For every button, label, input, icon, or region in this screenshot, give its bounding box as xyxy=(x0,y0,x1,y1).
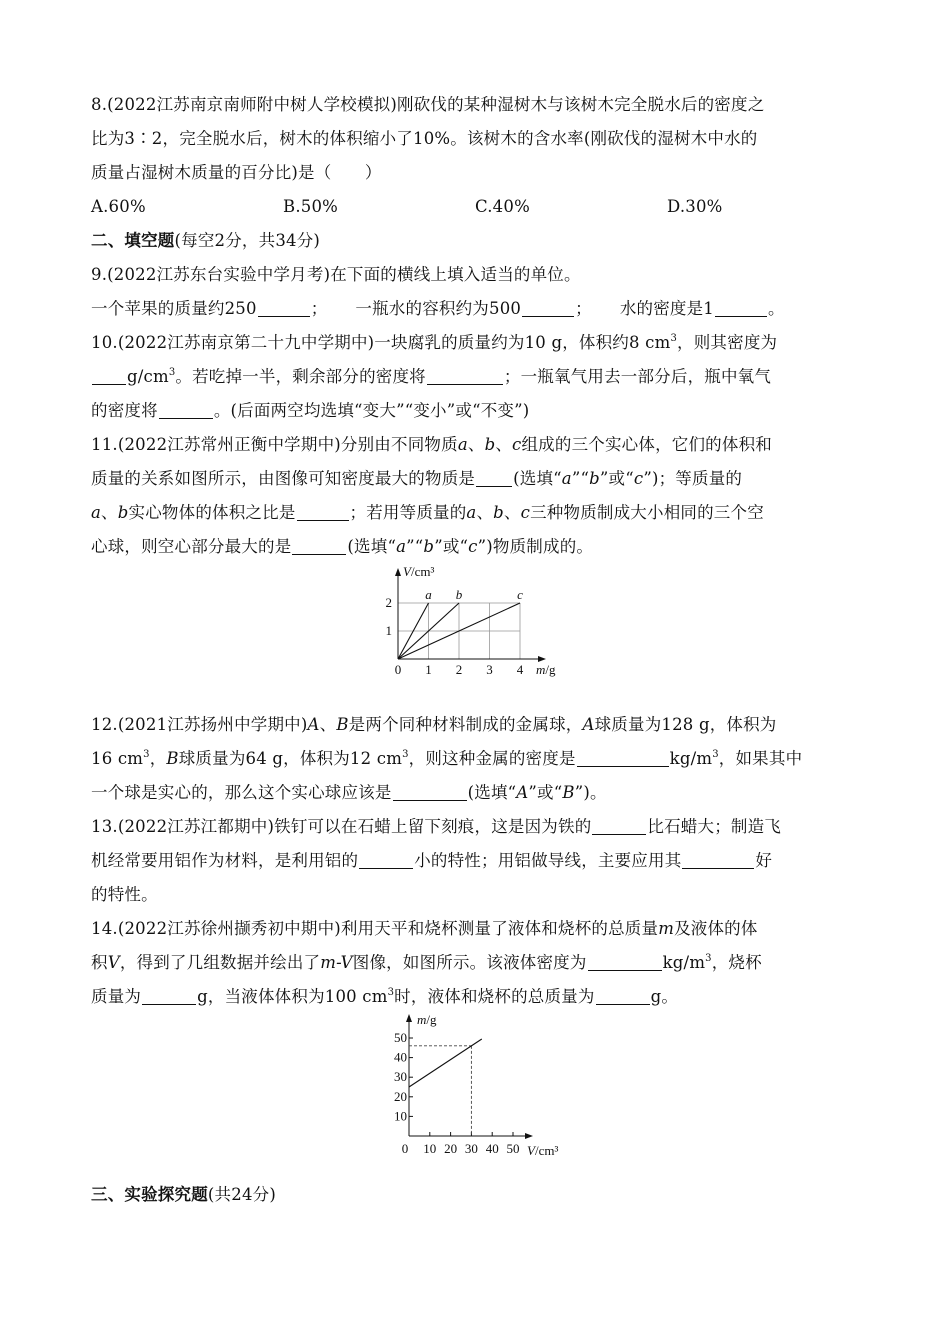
q12-line-1 xyxy=(91,708,863,742)
q9-water: 水的密度是1 xyxy=(619,299,715,318)
q9-end: 。 xyxy=(768,299,785,318)
q12-sup-1: 3 xyxy=(143,749,150,760)
chart-2-y-tick: 40 xyxy=(394,1049,407,1065)
q11-text-2c: ”或“ xyxy=(599,469,634,488)
q8-option-d: D.30% xyxy=(667,197,723,216)
chart-1-y-arrow xyxy=(395,568,401,576)
q11-dun: 、 xyxy=(503,503,521,522)
q9-line-2 xyxy=(91,292,863,326)
q12-sup-3: 3 xyxy=(712,749,719,760)
q11-line-4 xyxy=(91,530,863,564)
q14-text-3c: 时，液体和烧杯的总质量为 xyxy=(394,987,595,1006)
q11-text-2a: 质量的关系如图所示，由图像可知密度最大的物质是 xyxy=(91,469,476,488)
q11-blank-2[interactable] xyxy=(297,502,349,521)
q11-var-b: b xyxy=(589,469,600,488)
q14-text-3d: g。 xyxy=(650,987,679,1006)
figure-1-container xyxy=(91,564,863,708)
q11-dun: 、 xyxy=(495,435,513,454)
q8-option-c: C.40% xyxy=(475,197,530,216)
q11-text-3b: ；若用等质量的 xyxy=(349,503,467,522)
q11-dun: 、 xyxy=(476,503,494,522)
section-2-title: 二、填空题 xyxy=(91,231,175,250)
chart-2-x-tick: 50 xyxy=(506,1141,520,1156)
q13-text-1b: 比石蜡大；制造飞 xyxy=(647,817,782,836)
q13-text-2c: 好 xyxy=(755,851,773,870)
q11-text-3c: 三种物质制成大小相同的三个空 xyxy=(530,503,764,522)
section-3-heading xyxy=(91,1178,863,1212)
section-3-title: 三、实验探究题 xyxy=(91,1185,208,1204)
q13-line-3: 的特性。 xyxy=(91,885,158,904)
q11-var-a: a xyxy=(466,503,477,522)
chart-1-v-m xyxy=(91,564,863,708)
q9-blank-3[interactable] xyxy=(715,298,767,317)
chart-2-x-label: V/cm³ xyxy=(527,1143,559,1158)
q11-var-c: c xyxy=(468,537,478,556)
chart-2-y-tick: 20 xyxy=(394,1088,407,1104)
q10-text-2a: g/cm xyxy=(127,367,169,386)
chart-1-y-tick: 1 xyxy=(385,623,392,638)
q10-blank-2[interactable] xyxy=(427,366,503,385)
chart-2-y-label: m/g xyxy=(417,1014,437,1027)
q11-text-1b: 组成的三个实心体，它们的体积和 xyxy=(521,435,772,454)
q14-text-1b: 及液体的体 xyxy=(674,919,758,938)
chart-2-x-tick: 20 xyxy=(444,1141,458,1156)
q11-text-3a: 实心物体的体积之比是 xyxy=(128,503,296,522)
q10-blank-1[interactable] xyxy=(92,366,126,385)
q14-blank-3[interactable] xyxy=(596,986,650,1005)
q8-line-3: 质量占湿树木质量的百分比)是（ ） xyxy=(91,163,382,182)
q9-sep-2: ； xyxy=(575,299,592,318)
q14-blank-2[interactable] xyxy=(142,986,196,1005)
q8-option-a: A.60% xyxy=(91,197,146,216)
q8-option-b: B.50% xyxy=(283,197,339,216)
q12-dun: 、 xyxy=(319,715,337,734)
q11-text-2d: ”)；等质量的 xyxy=(643,469,743,488)
chart-1-x-label: m/g xyxy=(536,662,556,677)
q12-text-3c: ”或“ xyxy=(528,783,563,802)
q9-bottle: 一瓶水的容积约为500 xyxy=(355,299,522,318)
q13-blank-2[interactable] xyxy=(359,850,413,869)
q12-var-A: A xyxy=(307,715,320,734)
q11-dun: 、 xyxy=(467,435,485,454)
section-2-note: (每空2分，共34分) xyxy=(174,231,321,250)
q11-var-a: a xyxy=(561,469,572,488)
q14-sup-1: 3 xyxy=(705,953,712,964)
q11-text-4b: (选填“ xyxy=(347,537,397,556)
q11-var-b: b xyxy=(423,537,435,556)
q11-text-4a: 心球，则空心部分最大的是 xyxy=(91,537,292,556)
q12-var-B: B xyxy=(562,783,575,802)
q14-var-mV: m-V xyxy=(320,953,353,972)
q14-text-2e: ，烧杯 xyxy=(711,953,762,972)
q10-blank-3[interactable] xyxy=(159,400,213,419)
section-2-heading xyxy=(91,224,863,258)
q14-var-V: V xyxy=(107,953,120,972)
q12-text-2f: ，如果其中 xyxy=(718,749,803,768)
chart-2-m-v xyxy=(91,1014,863,1178)
q11-text-4c: ”或“ xyxy=(434,537,469,556)
chart-2-y-tick: 30 xyxy=(394,1069,407,1085)
q11-var-b: b xyxy=(484,435,496,454)
figure-2-container xyxy=(91,1014,863,1178)
q14-line-2 xyxy=(91,946,863,980)
chart-2-x-arrow xyxy=(525,1133,533,1139)
q9-blank-1[interactable] xyxy=(258,298,310,317)
q14-text-2a: 积 xyxy=(91,953,108,972)
q14-text-3b: g，当液体体积为100 cm xyxy=(197,987,388,1006)
q12-text-2d: ，则这种金属的密度是 xyxy=(408,749,576,768)
chart-2-y-tick: 10 xyxy=(394,1108,407,1124)
q10-line-2 xyxy=(91,360,863,394)
q13-line-2 xyxy=(91,844,863,878)
q10-text-1a: 10.(2022江苏南京第二十九中学期中)一块腐乳的质量约为10 g，体积约8 cm xyxy=(91,333,671,352)
q11-var-a: a xyxy=(457,435,468,454)
q11-var-c: c xyxy=(633,469,644,488)
q14-text-3a: 质量为 xyxy=(91,987,142,1006)
q13-text-2b: 小的特性；用铝做导线，主要应用其 xyxy=(414,851,682,870)
q12-sup-2: 3 xyxy=(402,749,409,760)
q12-text-2a: 16 cm xyxy=(91,749,144,768)
q13-text-2a: 机经常要用铝作为材料，是利用铝的 xyxy=(91,851,359,870)
q12-var-A: A xyxy=(582,715,595,734)
q11-var-b: b xyxy=(117,503,129,522)
q10-text-3a: 的密度将 xyxy=(91,401,158,420)
q11-var-c: c xyxy=(512,435,522,454)
q10-line-3 xyxy=(91,394,863,428)
q9-apple: 一个苹果的质量约250 xyxy=(91,299,257,318)
chart-2-y-arrow xyxy=(406,1014,412,1022)
q11-text-2b: (选填“ xyxy=(513,469,562,488)
q11-var-b: b xyxy=(493,503,504,522)
q10-text-2b: 。若吃掉一半，剩余部分的密度将 xyxy=(175,367,426,386)
q12-var-B: B xyxy=(336,715,349,734)
q8-line-2: 比为3∶2，完全脱水后，树木的体积缩小了10%。该树木的含水率(刚砍伐的湿树木中水的 xyxy=(91,129,758,148)
section-3-note: (共24分) xyxy=(207,1185,276,1204)
q14-text-1a: 14.(2022江苏徐州撷秀初中期中)利用天平和烧杯测量了液体和烧杯的总质量 xyxy=(91,919,659,938)
q12-var-A: A xyxy=(516,783,529,802)
chart-1-x-tick: 4 xyxy=(516,662,524,677)
q13-line-1 xyxy=(91,810,863,844)
chart-2-x-tick: 40 xyxy=(485,1141,499,1156)
q8-options xyxy=(91,190,863,224)
q11-text-4d: ”)物质制成的。 xyxy=(477,537,594,556)
chart-1-x-tick: 3 xyxy=(486,662,493,677)
q11-line-1 xyxy=(91,428,863,462)
q14-line-1 xyxy=(91,912,863,946)
q13-blank-3[interactable] xyxy=(682,850,754,869)
question-page xyxy=(91,88,863,1212)
q12-text-1b: 是两个同种材料制成的金属球， xyxy=(348,715,583,734)
q12-line-3 xyxy=(91,776,863,810)
q11-dun: 、 xyxy=(101,503,118,522)
q12-blank-2[interactable] xyxy=(393,782,467,801)
q14-text-2b: ，得到了几组数据并绘出了 xyxy=(119,953,321,972)
q11-var-c: c xyxy=(520,503,531,522)
q10-text-2c: ；一瓶氧气用去一部分后，瓶中氧气 xyxy=(503,367,772,386)
chart-1-x-tick: 2 xyxy=(455,662,463,677)
q13-blank-1[interactable] xyxy=(592,816,646,835)
q10-sup-2: 3 xyxy=(168,367,176,378)
q10-sup-1: 3 xyxy=(670,333,678,344)
q9-line-1: 9.(2022江苏东台实验中学月考)在下面的横线上填入适当的单位。 xyxy=(91,265,581,284)
chart-1-series-label-b: b xyxy=(455,587,463,602)
q12-text-1a: 12.(2021江苏扬州中学期中) xyxy=(91,715,308,734)
chart-2-x-tick: 0 xyxy=(401,1141,409,1156)
q13-text-1a: 13.(2022江苏江都期中)铁钉可以在石蜡上留下刻痕，这是因为铁的 xyxy=(91,817,592,836)
chart-1-series-label-a: a xyxy=(425,587,432,602)
q12-text-3b: (选填“ xyxy=(467,783,517,802)
chart-2-y-tick: 50 xyxy=(394,1030,407,1045)
q11-blank-3[interactable] xyxy=(292,536,346,555)
q8-line-1: 8.(2022江苏南京南师附中树人学校模拟)刚砍伐的某种湿树木与该树木完全脱水后的密度之 xyxy=(91,95,765,114)
q12-text-1c: 球质量为128 g，体积为 xyxy=(594,715,777,734)
chart-1-series-label-c: c xyxy=(517,587,523,602)
chart-1-y-tick: 2 xyxy=(385,595,392,610)
q14-sup-2: 3 xyxy=(387,987,395,998)
q14-text-2c: 图像，如图所示。该液体密度为 xyxy=(352,953,587,972)
q12-text-2e: kg/m xyxy=(669,749,713,768)
q12-text-2c: 球质量为64 g，体积为12 cm xyxy=(178,749,403,768)
chart-1-y-label: V/cm³ xyxy=(403,564,435,579)
q14-blank-1[interactable] xyxy=(588,952,662,971)
q10-text-1b: ，则其密度为 xyxy=(677,333,778,352)
q14-line-3 xyxy=(91,980,863,1014)
q12-text-3a: 一个球是实心的，那么这个实心球应该是 xyxy=(91,783,392,802)
q14-text-2d: kg/m xyxy=(662,953,706,972)
q12-text-3d: ”)。 xyxy=(574,783,607,802)
chart-1-x-tick: 0 xyxy=(394,662,402,677)
q11-text-1a: 11.(2022江苏常州正衡中学期中)分别由不同物质 xyxy=(91,435,458,454)
q10-text-3b: 。(后面两空均选填“变大”“变小”或“不变”) xyxy=(213,401,530,420)
chart-2-x-tick: 10 xyxy=(423,1141,437,1156)
q14-var-m: m xyxy=(658,919,675,938)
chart-2-x-tick: 30 xyxy=(464,1141,478,1156)
q12-var-B: B xyxy=(166,749,179,768)
q11-qq: ”“ xyxy=(571,469,590,488)
q11-var-a: a xyxy=(396,537,407,556)
q9-sep-1: ； xyxy=(310,299,328,318)
q11-line-3 xyxy=(91,496,863,530)
q9-blank-2[interactable] xyxy=(522,298,574,317)
q11-blank-1[interactable] xyxy=(476,468,512,487)
q10-line-1 xyxy=(91,326,863,360)
q12-text-2b: ， xyxy=(149,749,167,768)
chart-1-x-tick: 1 xyxy=(425,662,432,677)
q12-line-2 xyxy=(91,742,863,776)
q11-qq: ”“ xyxy=(406,537,424,556)
q12-blank-1[interactable] xyxy=(577,748,669,767)
q11-var-a: a xyxy=(91,503,102,522)
q11-line-2 xyxy=(91,462,863,496)
